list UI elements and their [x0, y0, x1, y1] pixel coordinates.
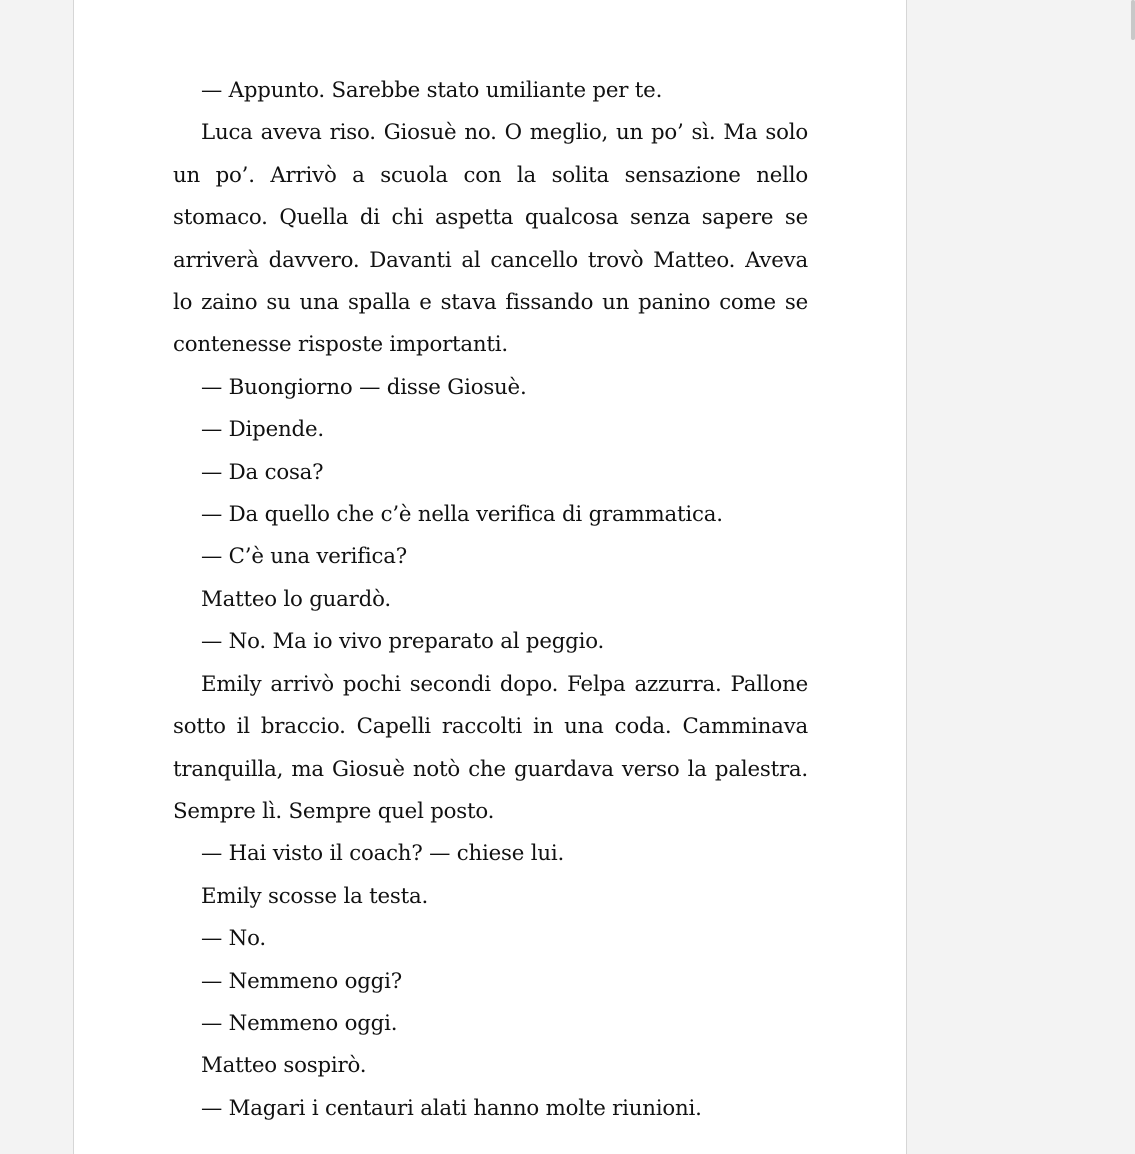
paragraph: Emily scosse la testa. [201, 883, 429, 909]
document-text-body [173, 70, 808, 1130]
paragraph: Matteo lo guardò. [201, 586, 391, 612]
paragraph: — No. [201, 926, 266, 952]
paragraph: — Nemmeno oggi? [201, 968, 402, 994]
paragraph: Matteo sospirò. [201, 1053, 367, 1079]
paragraph: — Hai visto il coach? — chiese lui. [201, 841, 565, 867]
paragraph: — Buongiorno — disse Giosuè. [201, 374, 527, 400]
paragraph: — C’è una verifica? [201, 544, 407, 570]
paragraph: — Da cosa? [201, 459, 324, 485]
paragraph: — Dipende. [201, 417, 324, 443]
paragraph: — Da quello che c’è nella verifica di grammatica. [201, 502, 723, 528]
paragraph: — Appunto. Sarebbe stato umiliante per te. [201, 78, 663, 103]
paragraph: — Nemmeno oggi. [201, 1010, 398, 1036]
document-page [73, 0, 907, 1154]
paragraph: Emily arrivò pochi secondi dopo. Felpa azzurra. Pallone sotto il braccio. Capelli raccolti in una coda. Camminava tranquilla, ma Giosuè notò che guardava verso la palestra. Sempre lì. Sempre quel posto. [173, 671, 808, 824]
paragraph: — No. Ma io vivo preparato al peggio. [201, 629, 605, 655]
paragraph: Luca aveva riso. Giosuè no. O meglio, un po’ sì. Ma solo un po’. Arrivò a scuola con la solita sensazione nello stomaco. Quella di chi aspetta qualcosa senza sapere se arriverà davvero. Davanti al cancello trovò Matteo. Aveva lo zaino su una spalla e stava fissando un panino come se contenesse risposte importanti. [173, 120, 808, 358]
vertical-scrollbar[interactable] [1131, 0, 1135, 1154]
paragraph: — Magari i centauri alati hanno molte riunioni. [201, 1095, 702, 1121]
scrollbar-thumb[interactable] [1131, 0, 1135, 40]
